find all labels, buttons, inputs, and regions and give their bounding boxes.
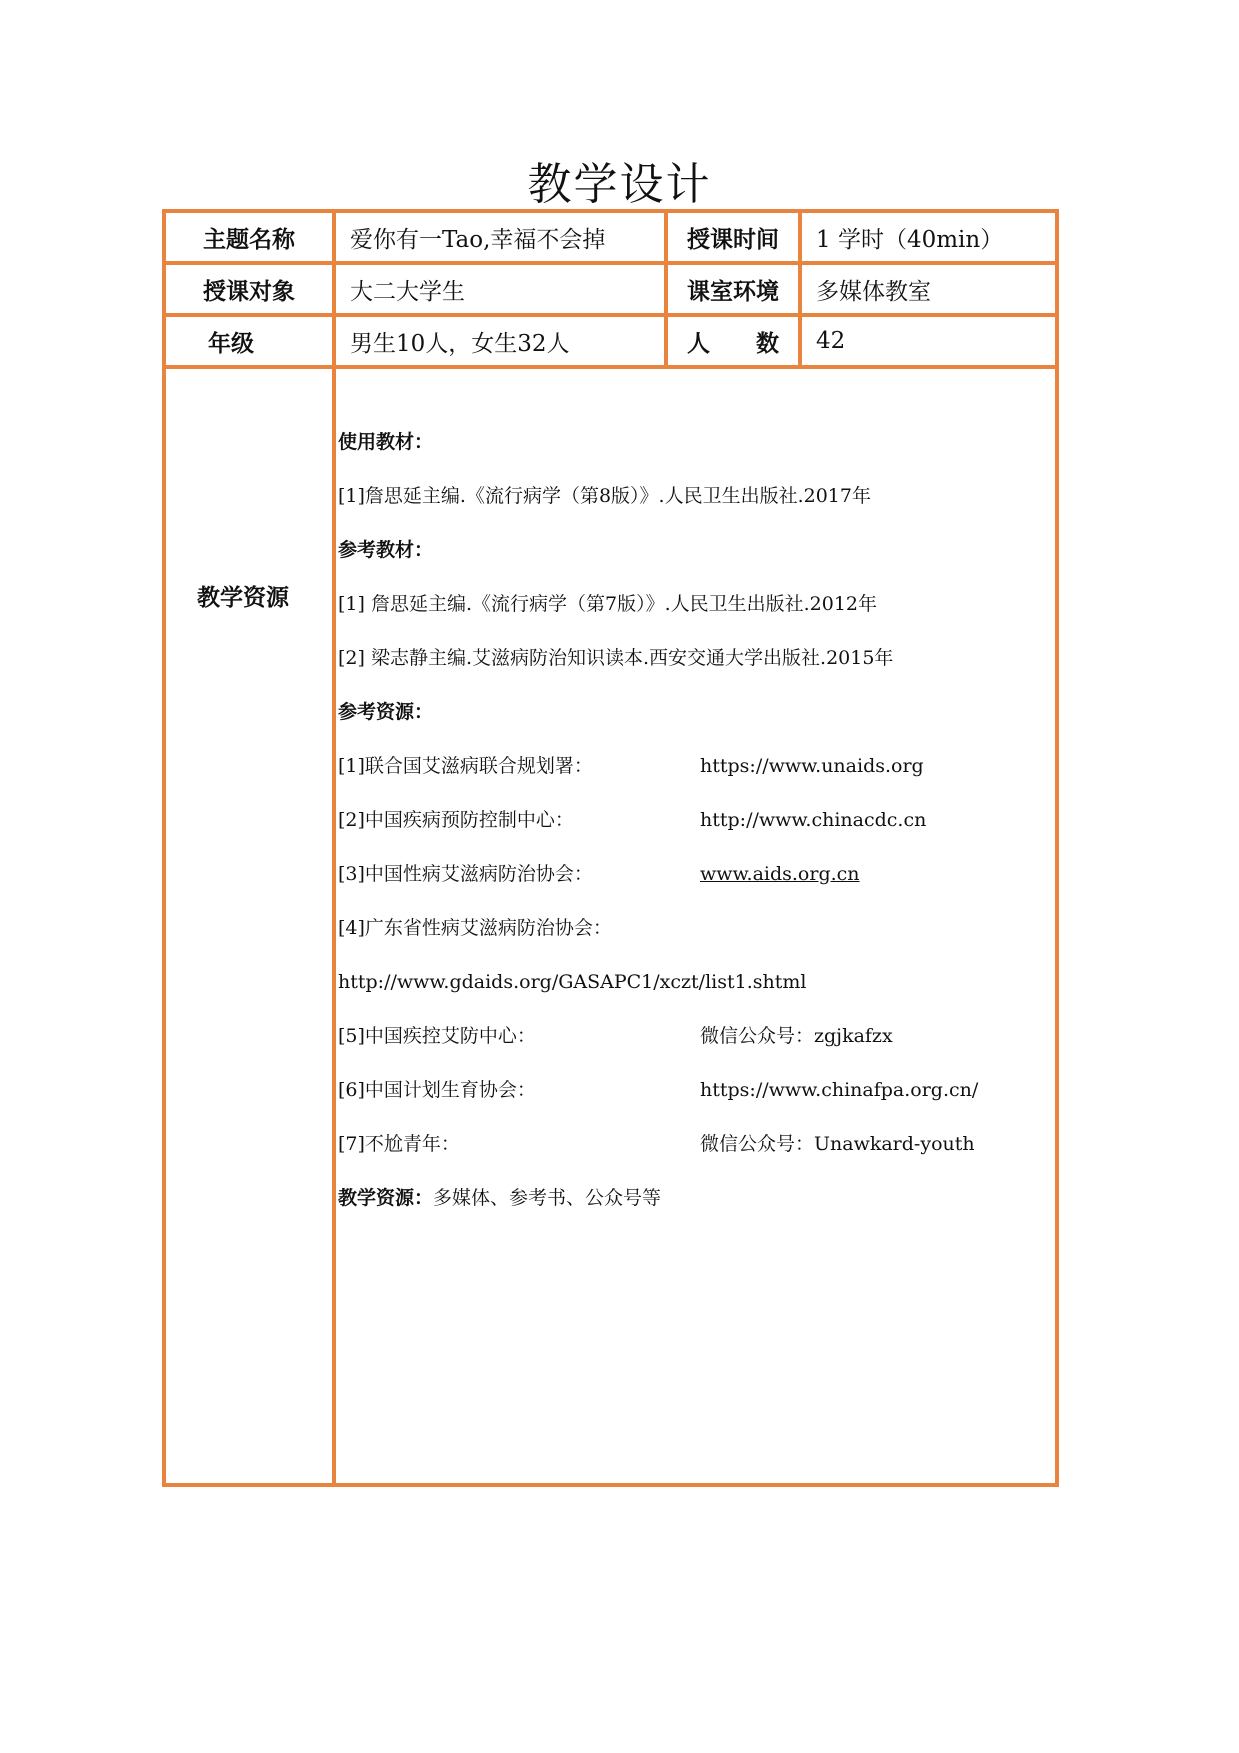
source-name: [6]中国计划生育协会： — [338, 1079, 536, 1101]
textbook-item: [1]詹思延主编.《流行病学（第8版）》.人民卫生出版社.2017年 — [338, 485, 871, 507]
source-item — [338, 1009, 1055, 1063]
source-name: [5]中国疾控艾防中心： — [338, 1025, 536, 1047]
textbook-heading: 使用教材： — [338, 431, 434, 453]
page-title: 教学设计 — [527, 159, 712, 210]
source-link[interactable]: www.aids.org.cn — [700, 863, 860, 885]
source-item — [338, 793, 1055, 847]
classroom-value: 多媒体教室 — [800, 263, 1057, 315]
audience-value: 大二大学生 — [334, 263, 666, 315]
source-heading: 参考资源： — [338, 701, 434, 723]
duration-value: 1 学时（40min） — [800, 211, 1057, 263]
grade-label: 年级 — [164, 315, 334, 367]
source-link[interactable]: https://www.chinafpa.org.cn/ — [700, 1079, 979, 1101]
source-name: [3]中国性病艾滋病防治协会： — [338, 863, 593, 885]
source-name: [4]广东省性病艾滋病防治协会： — [338, 917, 612, 939]
source-link: 微信公众号：Unawkard-youth — [700, 1133, 975, 1155]
source-item-url[interactable] — [338, 955, 1055, 1009]
headcount-label: 人 数 — [666, 315, 800, 367]
row-grade — [164, 315, 1057, 367]
reference-item: [1] 詹思延主编.《流行病学（第7版）》.人民卫生出版社.2012年 — [338, 593, 878, 615]
source-link[interactable]: http://www.chinacdc.cn — [700, 809, 927, 831]
row-topic — [164, 211, 1057, 263]
source-name: [2]中国疾病预防控制中心： — [338, 809, 574, 831]
source-link[interactable]: https://www.unaids.org — [700, 755, 924, 777]
source-item — [338, 847, 1055, 901]
source-link: 微信公众号：zgjkafzx — [700, 1025, 893, 1047]
resources-label: 教学资源 — [197, 585, 289, 611]
reference-item: [2] 梁志静主编.艾滋病防治知识读本.西安交通大学出版社.2015年 — [338, 647, 894, 669]
classroom-label: 课室环境 — [666, 263, 800, 315]
topic-label: 主题名称 — [164, 211, 334, 263]
source-item — [338, 1063, 1055, 1117]
duration-label: 授课时间 — [666, 211, 800, 263]
source-item — [338, 1117, 1055, 1171]
design-table — [162, 209, 1059, 1487]
topic-value: 爱你有一Tao,幸福不会掉 — [334, 211, 666, 263]
summary-text: 多媒体、参考书、公众号等 — [433, 1187, 662, 1209]
summary-heading: 教学资源： — [338, 1187, 434, 1209]
headcount-value: 42 — [800, 315, 1057, 367]
reference-heading: 参考教材： — [338, 539, 434, 561]
summary-line — [338, 1171, 1055, 1225]
source-name: [1]联合国艾滋病联合规划署： — [338, 755, 593, 777]
resources-content — [334, 367, 1057, 1485]
row-resources — [164, 367, 1057, 1485]
source-item — [338, 901, 1055, 955]
row-audience — [164, 263, 1057, 315]
resources-label-cell — [164, 367, 334, 1485]
source-name: [7]不尬青年： — [338, 1133, 460, 1155]
grade-value: 男生10人，女生32人 — [334, 315, 666, 367]
source-link[interactable]: http://www.gdaids.org/GASAPC1/xczt/list1.shtml — [338, 971, 807, 993]
source-item — [338, 739, 1055, 793]
audience-label: 授课对象 — [164, 263, 334, 315]
